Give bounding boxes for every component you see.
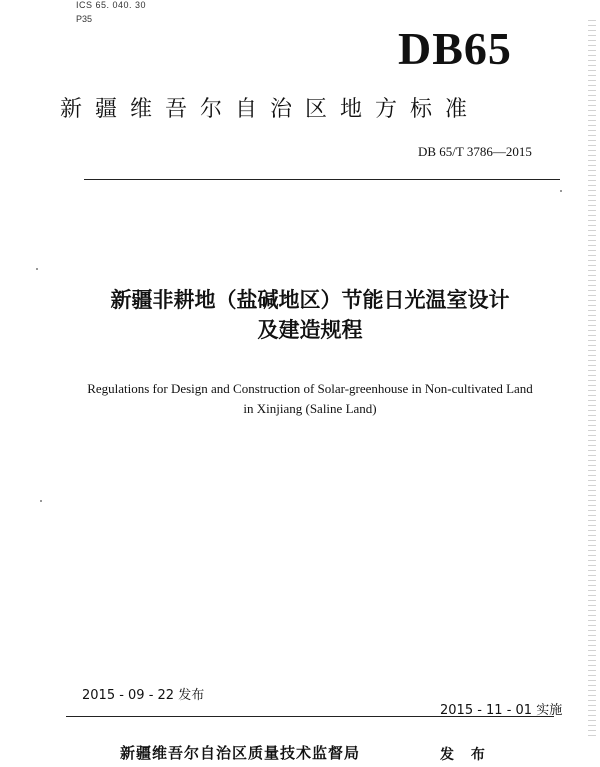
scan-speck	[560, 190, 562, 192]
bottom-divider	[66, 716, 554, 717]
top-divider	[84, 179, 560, 180]
scan-speck	[36, 268, 38, 270]
issuing-authority: 新疆维吾尔自治区质量技术监督局	[120, 744, 361, 762]
issue-label: 发 布	[440, 747, 491, 763]
scan-edge-artifact	[588, 20, 596, 740]
standard-number: DB 65/T 3786—2015	[418, 144, 532, 159]
standard-type: 新疆维吾尔自治区地方标准	[60, 97, 481, 122]
ics-code: ICS 65. 040. 30	[76, 0, 147, 10]
title-english-line-2: in Xinjiang (Saline Land)	[243, 401, 377, 416]
title-english-line-1: Regulations for Design and Construction of Solar-greenhouse in Non-cultivated Land	[87, 381, 533, 396]
implementation-date: 2015 - 11 - 01 实施	[440, 703, 563, 718]
standard-logo: DB65	[398, 23, 512, 74]
title-chinese-line-1: 新疆非耕地（盐碱地区）节能日光温室设计	[110, 288, 510, 312]
issue-date: 2015 - 09 - 22 发布	[82, 688, 205, 703]
scan-speck	[40, 500, 42, 502]
ccs-code: P35	[76, 14, 93, 24]
title-chinese-line-2: 及建造规程	[257, 318, 363, 342]
